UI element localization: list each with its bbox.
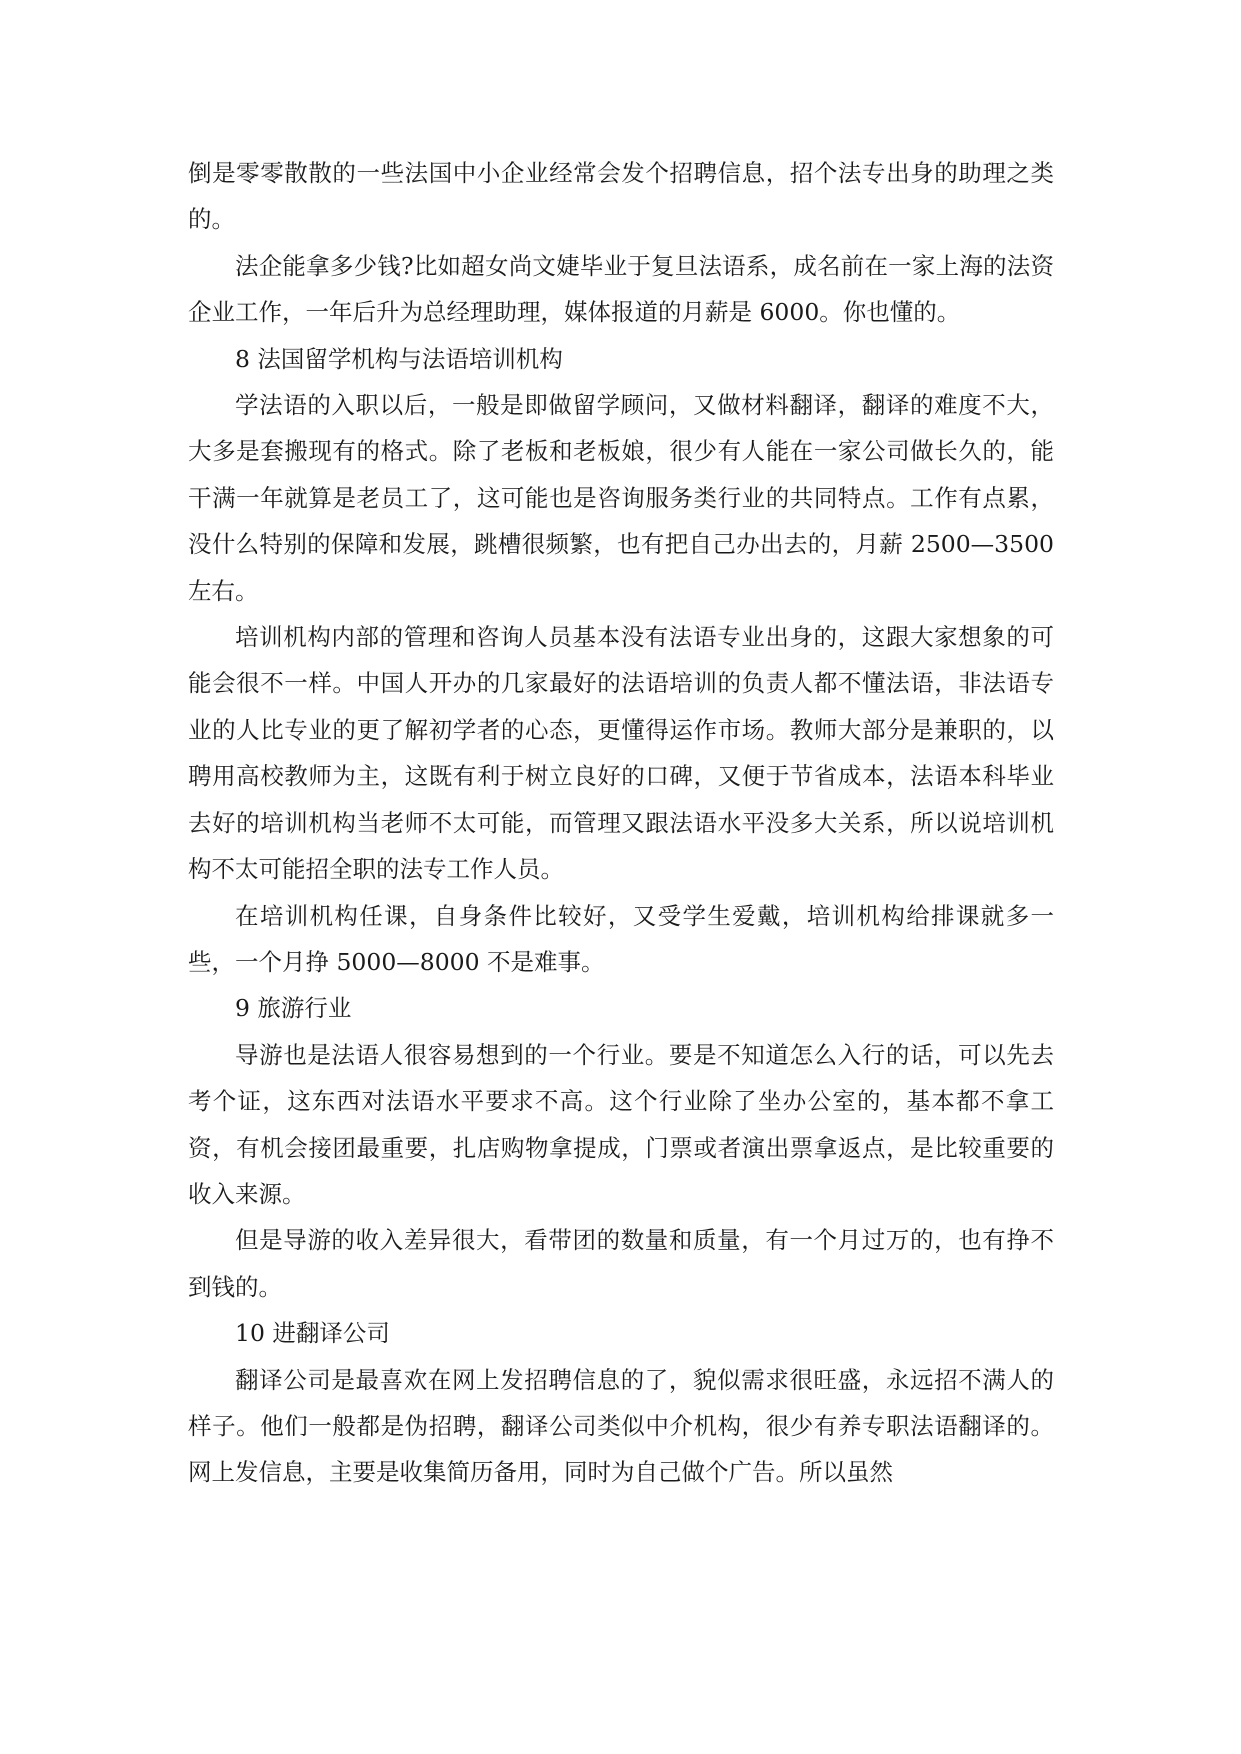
paragraph-study-abroad-agency: 学法语的入职以后，一般是即做留学顾问，又做材料翻译，翻译的难度不大，大多是套搬现有的格式。除了老板和老板娘，很少有人能在一家公司做长久的，能干满一年就算是老员工了，这可能也是咨询服务类行业的共同特点。工作有点累，没什么特别的保障和发展，跳槽很频繁，也有把自己办出去的，月薪 2500—3500 左右。: [188, 391, 1054, 605]
paragraph-continued: 倒是零零散散的一些法国中小企业经常会发个招聘信息，招个法专出身的助理之类的。: [188, 159, 1054, 234]
section-heading-8: 8 法国留学机构与法语培训机构: [235, 344, 563, 373]
paragraph-tour-guide: 导游也是法语人很容易想到的一个行业。要是不知道怎么入行的话，可以先去考个证，这东西对法语水平要求不高。这个行业除了坐办公室的，基本都不拿工资，有机会接团最重要，扎店购物拿提成，门票或者演出票拿返点，是比较重要的收入来源。: [188, 1040, 1054, 1208]
paragraph-translation-company: 翻译公司是最喜欢在网上发招聘信息的了，貌似需求很旺盛，永远招不满人的样子。他们一般都是伪招聘，翻译公司类似中介机构，很少有养专职法语翻译的。网上发信息，主要是收集简历备用，同时为自己做个广告。所以虽然: [188, 1365, 1054, 1487]
document-body: [188, 150, 1054, 1496]
section-heading-10: 10 进翻译公司: [235, 1319, 390, 1348]
paragraph-tour-guide-income: 但是导游的收入差异很大，看带团的数量和质量，有一个月过万的，也有挣不到钱的。: [188, 1226, 1054, 1301]
paragraph-french-company-salary: 法企能拿多少钱?比如超女尚文婕毕业于复旦法语系，成名前在一家上海的法资企业工作，一年后升为总经理助理，媒体报道的月薪是 6000。你也懂的。: [188, 251, 1054, 327]
section-heading-9: 9 旅游行业: [235, 994, 352, 1023]
paragraph-training-staff: 培训机构内部的管理和咨询人员基本没有法语专业出身的，这跟大家想象的可能会很不一样。中国人开办的几家最好的法语培训的负责人都不懂法语，非法语专业的人比专业的更了解初学者的心态，更懂得运作市场。教师大部分是兼职的，以聘用高校教师为主，这既有利于树立良好的口碑，又便于节省成本，法语本科毕业去好的培训机构当老师不太可能，而管理又跟法语水平没多大关系，所以说培训机构不太可能招全职的法专工作人员。: [188, 623, 1054, 884]
paragraph-training-teachers: 在培训机构任课，自身条件比较好，又受学生爱戴，培训机构给排课就多一些，一个月挣 5000—8000 不是难事。: [188, 901, 1054, 976]
